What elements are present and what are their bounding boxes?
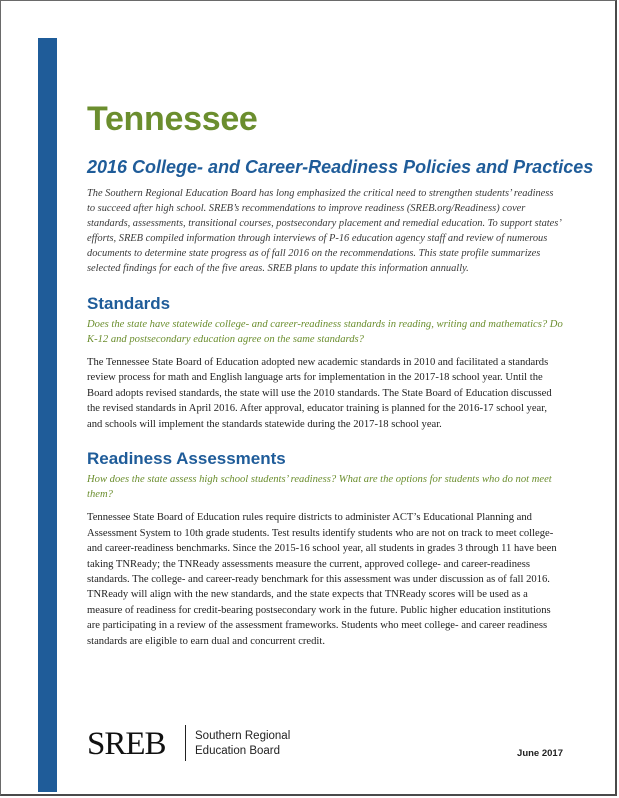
logo-divider bbox=[185, 725, 186, 761]
page-content bbox=[87, 99, 594, 649]
publication-date: June 2017 bbox=[517, 748, 563, 759]
section-question: How does the state assess high school students’ readiness? What are the options for students who do not meet them? bbox=[87, 474, 552, 501]
org-name-line-2: Education Board bbox=[195, 744, 281, 757]
section-heading: Standards bbox=[87, 293, 171, 313]
document-subtitle: 2016 College- and Career-Readiness Policies and Practices bbox=[87, 157, 594, 177]
sreb-logo: SREB bbox=[87, 726, 166, 762]
intro-paragraph: The Southern Regional Education Board has long emphasized the critical need to strengthen students’ readiness to succeed after high school. SREB’s recommendations to improve readiness (SREB.org/Readiness) cover standards, assessments, transitional courses, postsecondary placement and remedial education. To support states’ efforts, SREB compiled information through interviews of P-16 education agency staff and review of numerous documents to determine state progress as of fall 2016 on the recommendations. This state profile summarizes selected findings for each of the five areas. SREB plans to update this information annually. bbox=[87, 188, 561, 275]
blue-side-bar bbox=[38, 38, 57, 792]
section-heading: Readiness Assessments bbox=[87, 449, 286, 468]
section-body: Tennessee State Board of Education rules require districts to administer ACT’s Educational Planning and Assessment System to 10th grade students. Test results identify students who are not on track to meet college- and career-readiness benchmarks. Since the 2015-16 school year, all students in grades 3 through 11 have been taking TNReady; the TNReady assessments measure the current, approved college- and career-readiness standards. The college- and career-ready benchmark for this assessment was under discussion as of fall 2016. TNReady will align with the new standards, and the state expects that TNReady scores will be used as a measure of readiness for credit-bearing postsecondary work in the future. Public higher education institutions are participating in a review of the assessment frameworks. Students who meet college- and career readiness standards are eligible to earn dual and concurrent credit. bbox=[87, 512, 557, 647]
section-readiness-assessments bbox=[87, 449, 563, 649]
organization-name bbox=[195, 729, 290, 758]
section-question: Does the state have statewide college- and career-readiness standards in reading, writing and mathematics? Do K-12 and postsecondary education agree on the same standards? bbox=[87, 318, 563, 345]
state-title: Tennessee bbox=[87, 100, 258, 138]
org-name-line-1: Southern Regional bbox=[195, 730, 291, 742]
section-standards bbox=[87, 294, 563, 432]
page-footer bbox=[87, 723, 563, 765]
section-body: The Tennessee State Board of Education adopted new academic standards in 2010 and facilitated a standards review process for math and English language arts for implementation in the 2017-18 school year. Until the Board adopts revised standards, the state will use the 2010 standards. The State Board of Education discussed the revised standards in April 2016. After approval, educator training is planned for the 2016-17 school year, and schools will implement the standards statewide during the 2017-18 school year. bbox=[87, 356, 552, 430]
